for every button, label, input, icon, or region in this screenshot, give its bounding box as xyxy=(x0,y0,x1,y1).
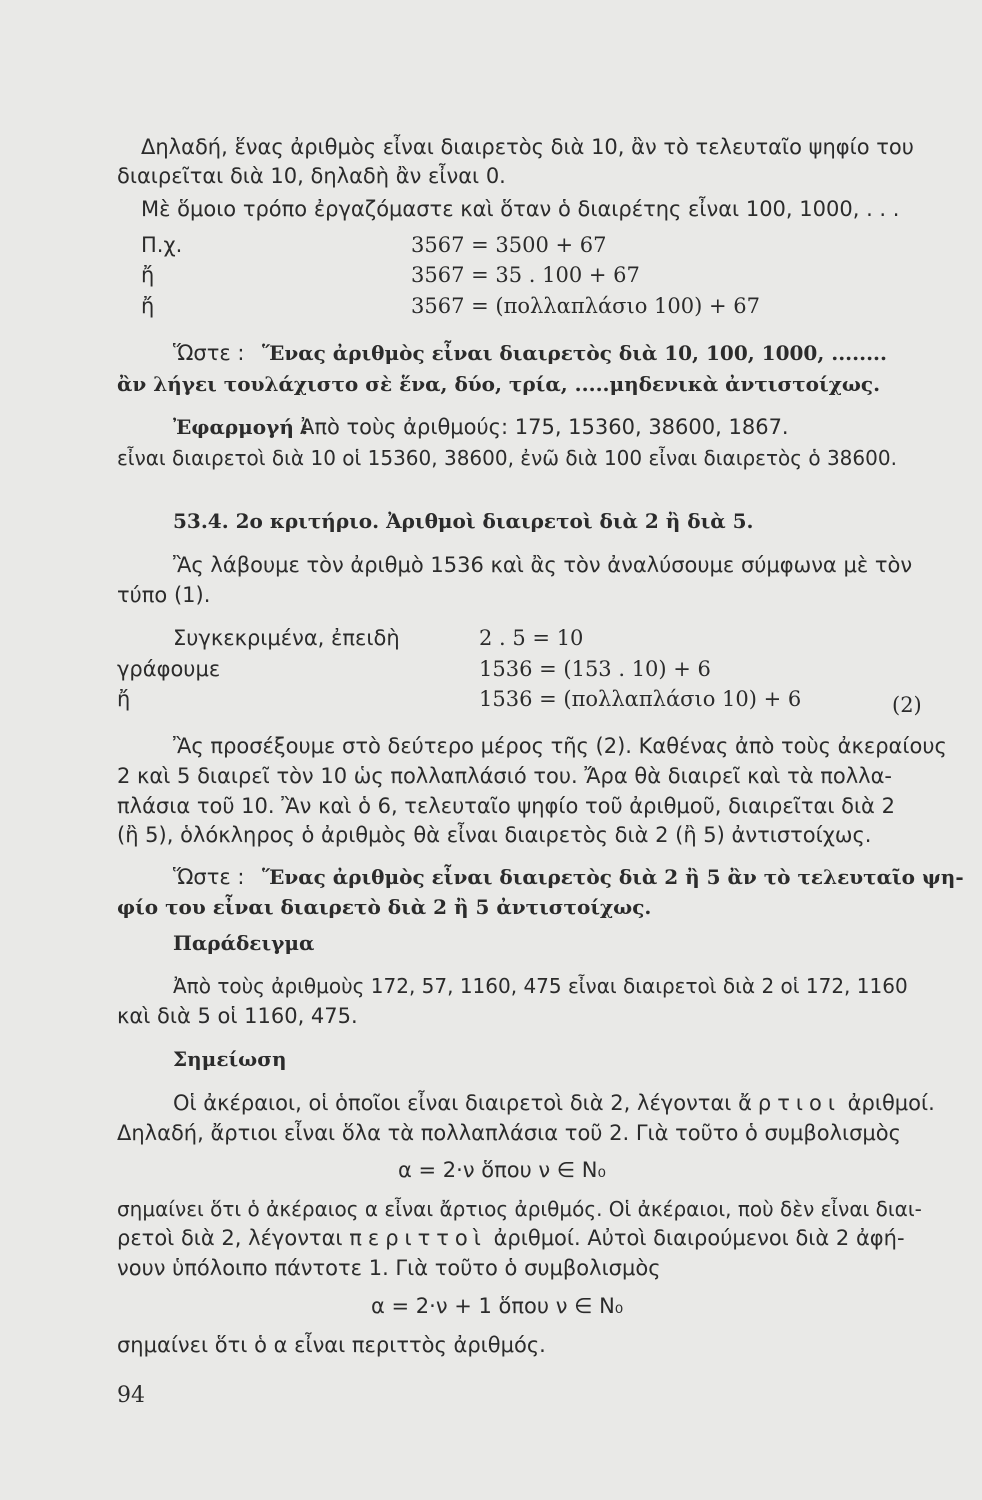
example1-label-3: ἤ xyxy=(141,294,155,318)
example2-equation-2: 1536 = (153 . 10) + 6 xyxy=(479,657,711,681)
note-line-6: σημαίνει ὅτι ὁ α εἶναι περιττὸς ἀριθμός. xyxy=(117,1333,546,1357)
rule1-bold-line-2: ἂν λήγει τουλάχιστο σὲ ἕνα, δύο, τρία, .....μηδενικὰ ἀντιστοίχως. xyxy=(117,372,881,396)
note-line-4-end: ἀριθμοί. Αὐτοὶ διαιρούμενοι διὰ 2 ἀφή- xyxy=(493,1226,905,1250)
application-line-1: Ἀπὸ τοὺς ἀριθμούς: 175, 15360, 38600, 1867. xyxy=(300,415,789,439)
even-term: ἄρτιοι xyxy=(738,1091,841,1115)
example1-equation-3: 3567 = (πολλαπλάσιο 100) + 67 xyxy=(411,294,760,318)
paragraph2-line-4: (ἢ 5), ὁλόκληρος ὁ ἀριθμὸς θὰ εἶναι διαιρετὸς διὰ 2 (ἢ 5) ἀντιστοίχως. xyxy=(117,823,872,847)
example2-equation-3: 1536 = (πολλαπλάσιο 10) + 6 xyxy=(479,687,802,711)
application-label: Ἐφαρμογή : xyxy=(173,415,309,439)
example1-equation-1: 3567 = 3500 + 67 xyxy=(411,233,607,257)
formula-even: α = 2·ν ὅπου ν ∈ N₀ xyxy=(398,1158,606,1182)
note-line-5: νουν ὑπόλοιπο πάντοτε 1. Γιὰ τοῦτο ὁ συμβολισμὸς xyxy=(117,1256,661,1280)
example2-label-2: γράφουμε xyxy=(117,657,221,681)
intro-line-3: Μὲ ὅμοιο τρόπο ἐργαζόμαστε καὶ ὅταν ὁ διαιρέτης εἶναι 100, 1000, . . . xyxy=(141,197,900,221)
rule2-bold-line-2: φίο του εἶναι διαιρετὸ διὰ 2 ἢ 5 ἀντιστοίχως. xyxy=(117,895,652,919)
rule1-prefix: Ὥστε : xyxy=(173,341,245,365)
example2-label-3: ἤ xyxy=(117,687,131,711)
intro-line-1: Δηλαδή, ἕνας ἀριθμὸς εἶναι διαιρετὸς διὰ 10, ἂν τὸ τελευταῖο ψηφίο του xyxy=(141,135,914,159)
equation-number: (2) xyxy=(892,693,922,717)
example-heading: Παράδειγμα xyxy=(173,931,315,955)
example1-label-1: Π.χ. xyxy=(141,233,183,257)
intro-line-2: διαιρεῖται διὰ 10, δηλαδὴ ἂν εἶναι 0. xyxy=(117,164,506,188)
note-line-4 xyxy=(117,1225,905,1251)
rule1-bold-line-1: Ἕνας ἀριθμὸς εἶναι διαιρετὸς διὰ 10, 100, 1000, ........ xyxy=(262,341,887,365)
application-line-2: εἶναι διαιρετοὶ διὰ 10 οἱ 15360, 38600, ἐνῶ διὰ 100 εἶναι διαιρετὸς ὁ 38600. xyxy=(117,446,897,470)
example2-equation-1: 2 . 5 = 10 xyxy=(479,626,584,650)
example1-equation-2: 3567 = 35 . 100 + 67 xyxy=(411,263,640,287)
odd-term: περιττοὶ xyxy=(349,1226,487,1250)
note-line-3: σημαίνει ὅτι ὁ ἀκέραιος α εἶναι ἄρτιος ἀριθμός. Οἱ ἀκέραιοι, ποὺ δὲν εἶναι διαι- xyxy=(117,1197,922,1221)
section-heading: 53.4. 2ο κριτήριο. Ἀριθμοὶ διαιρετοὶ διὰ 2 ἢ διὰ 5. xyxy=(173,509,754,533)
page-number: 94 xyxy=(117,1383,145,1408)
section-paragraph-line-2: τύπο (1). xyxy=(117,583,211,607)
note-line-1-end: ἀριθμοί. xyxy=(847,1091,935,1115)
note-line-2: Δηλαδή, ἄρτιοι εἶναι ὅλα τὰ πολλαπλάσια τοῦ 2. Γιὰ τοῦτο ὁ συμβολισμὸς xyxy=(117,1121,901,1145)
paragraph2-line-3: πλάσια τοῦ 10. Ἂν καὶ ὁ 6, τελευταῖο ψηφίο τοῦ ἀριθμοῦ, διαιρεῖται διὰ 2 xyxy=(117,794,895,818)
note-line-1-text: Οἱ ἀκέραιοι, οἱ ὁποῖοι εἶναι διαιρετοὶ διὰ 2, λέγονται xyxy=(173,1091,732,1115)
note-line-1 xyxy=(173,1090,935,1116)
example1-label-2: ἤ xyxy=(141,263,155,287)
section-paragraph-line-1: Ἂς λάβουμε τὸν ἀριθμὸ 1536 καὶ ἂς τὸν ἀναλύσουμε σύμφωνα μὲ τὸν xyxy=(173,553,913,577)
paragraph2-line-1: Ἂς προσέξουμε στὸ δεύτερο μέρος τῆς (2). Καθένας ἀπὸ τοὺς ἀκεραίους xyxy=(173,734,947,758)
example-line-1: Ἀπὸ τοὺς ἀριθμοὺς 172, 57, 1160, 475 εἶναι διαιρετοὶ διὰ 2 οἱ 172, 1160 xyxy=(173,974,908,998)
rule2-prefix: Ὥστε : xyxy=(173,865,245,889)
example-line-2: καὶ διὰ 5 οἱ 1160, 475. xyxy=(117,1004,358,1028)
paragraph2-line-2: 2 καὶ 5 διαιρεῖ τὸν 10 ὡς πολλαπλάσιό του. Ἄρα θὰ διαιρεῖ καὶ τὰ πολλα- xyxy=(117,764,893,788)
note-line-4-text: ρετοὶ διὰ 2, λέγονται xyxy=(117,1226,343,1250)
example2-label-1: Συγκεκριμένα, ἐπειδὴ xyxy=(173,626,400,650)
formula-odd: α = 2·ν + 1 ὅπου ν ∈ N₀ xyxy=(371,1294,624,1318)
rule2-bold-line-1: Ἕνας ἀριθμὸς εἶναι διαιρετὸς διὰ 2 ἢ 5 ἂν τὸ τελευταῖο ψη- xyxy=(262,865,964,889)
note-heading: Σημείωση xyxy=(173,1047,287,1071)
